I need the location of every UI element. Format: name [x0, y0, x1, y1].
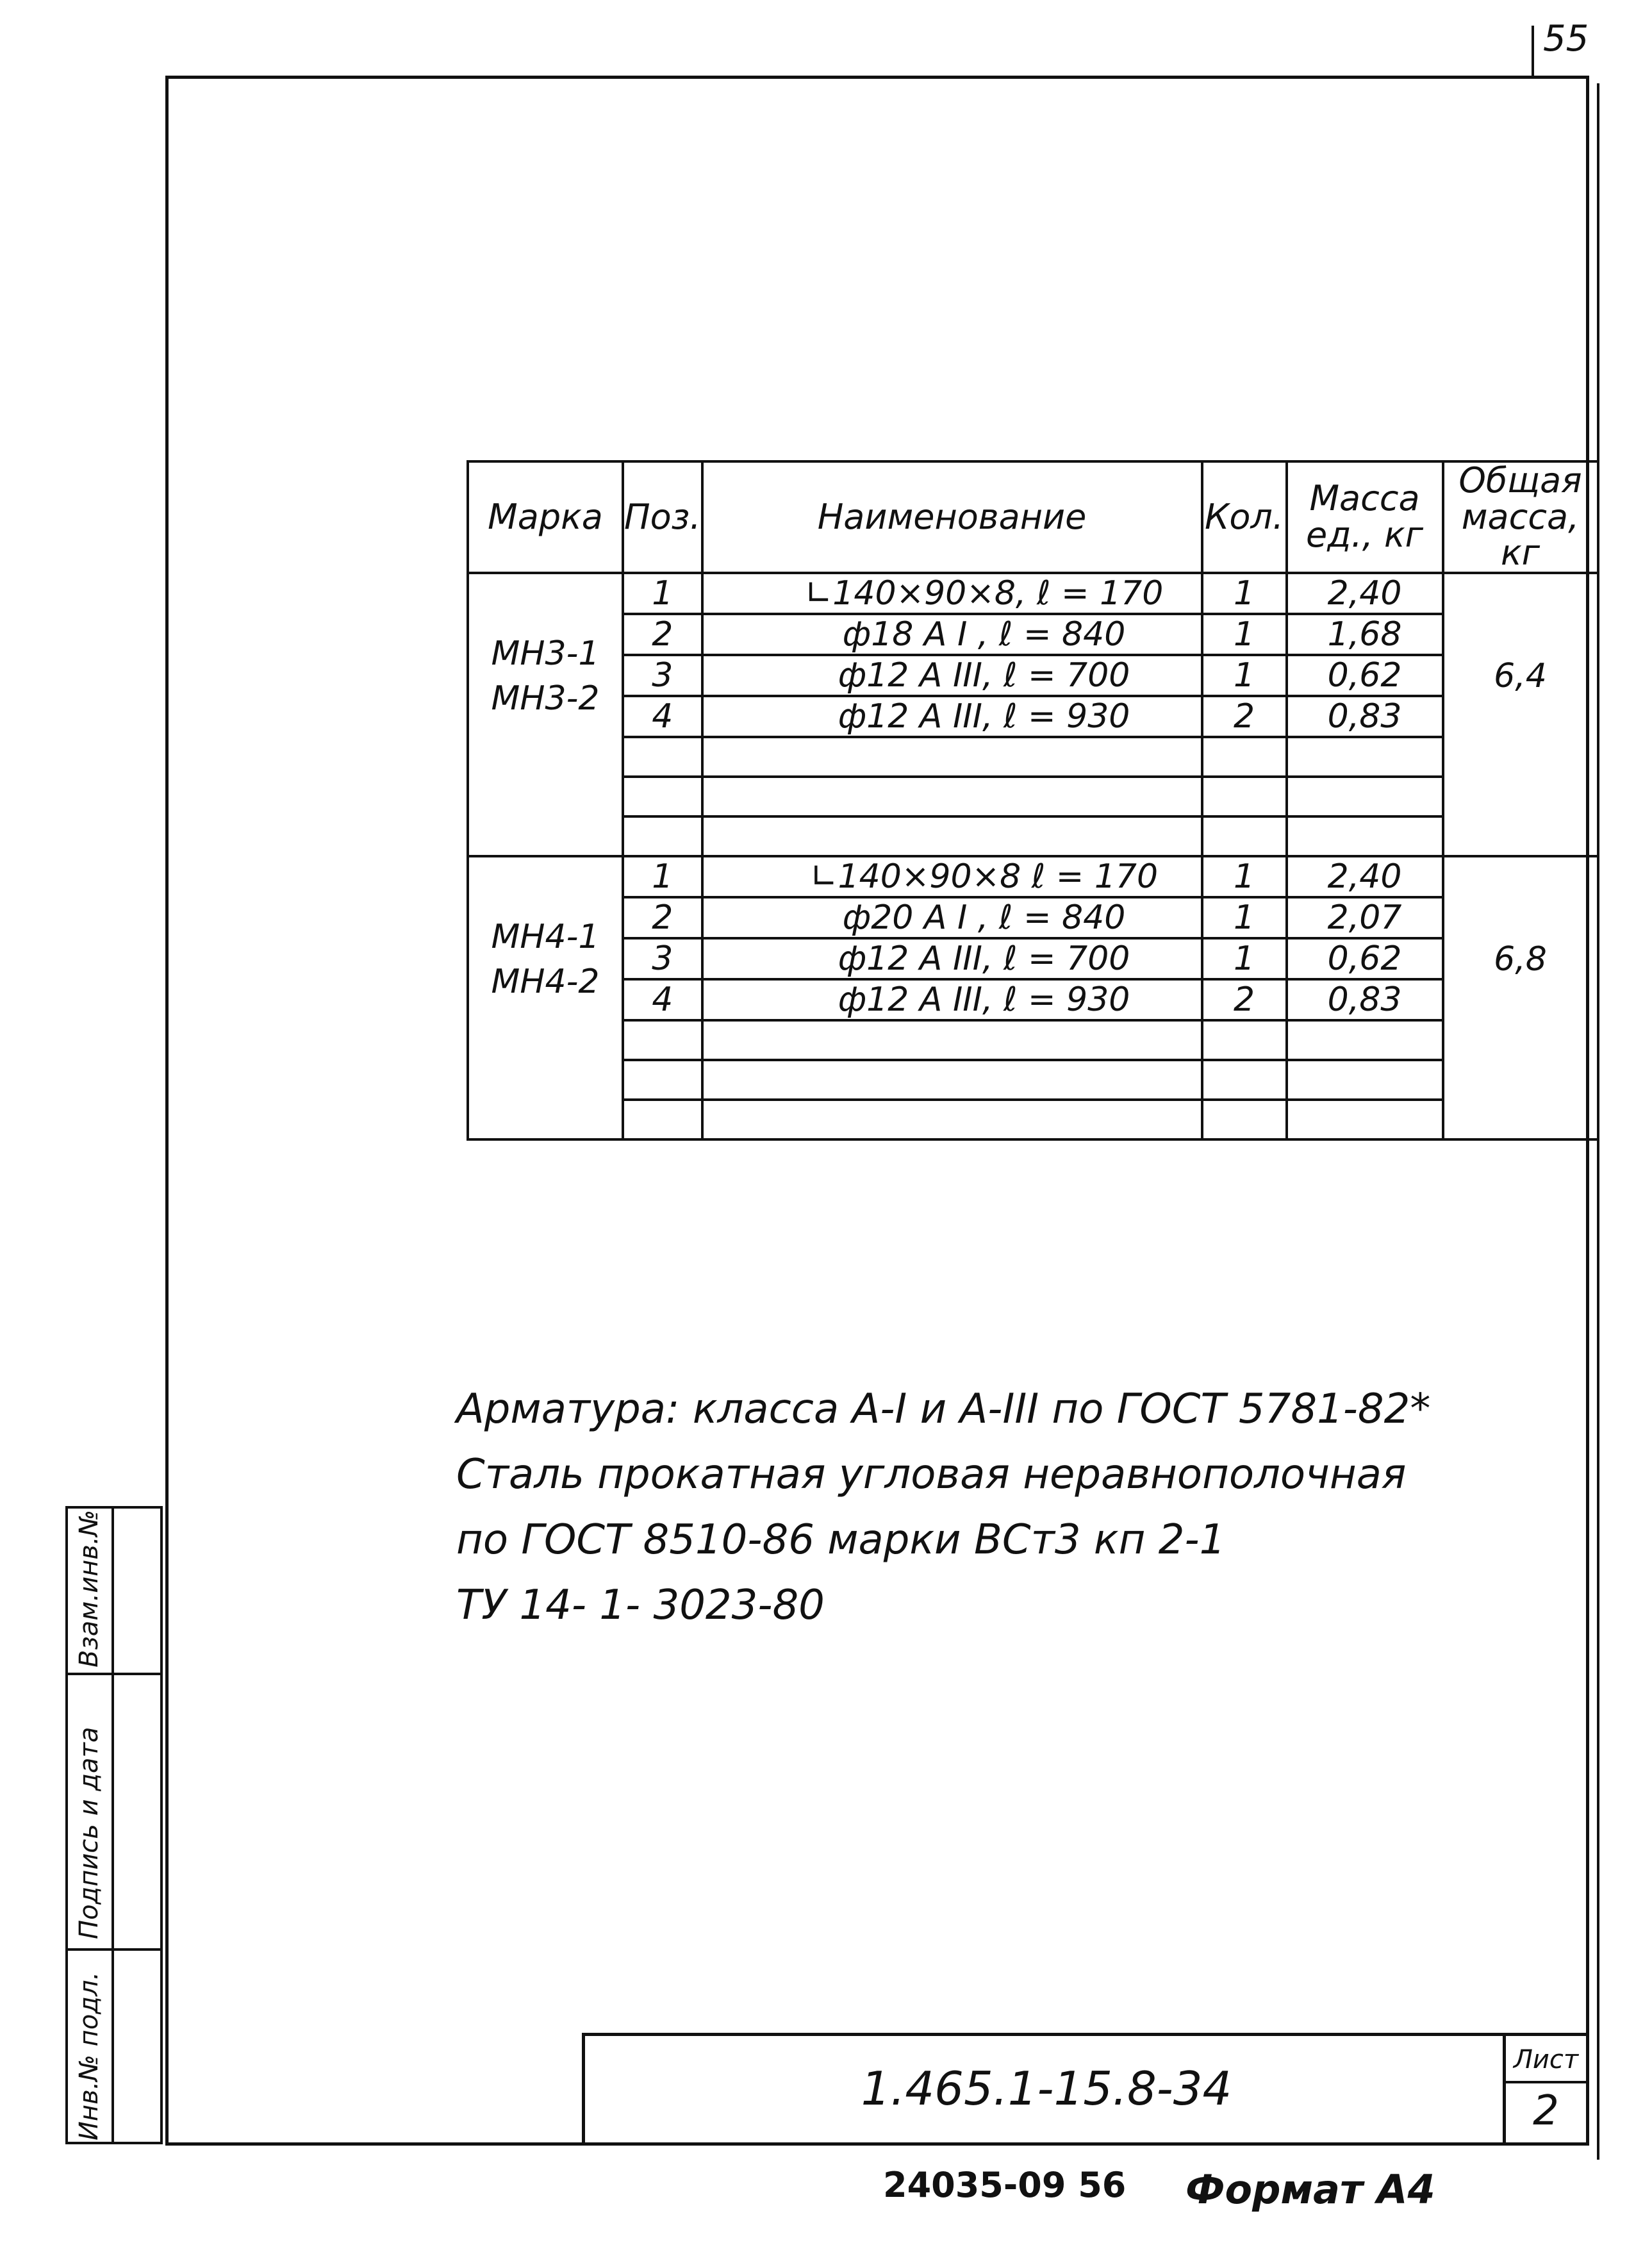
qty-cell: 1 [1202, 655, 1287, 696]
name-cell [702, 1020, 1202, 1060]
qty-cell [1202, 737, 1287, 777]
table-row [468, 737, 1598, 777]
pos-cell [623, 1020, 702, 1060]
mass-cell: 1,68 [1287, 614, 1443, 655]
sheet-label: Лист [1506, 2039, 1586, 2083]
pos-cell: 3 [623, 938, 702, 979]
name-cell: ф12 А III, ℓ = 700 [702, 655, 1202, 696]
mass-cell: 2,07 [1287, 897, 1443, 938]
pos-cell: 4 [623, 979, 702, 1020]
qty-cell [1202, 777, 1287, 816]
mass-cell [1287, 1100, 1443, 1139]
mass-cell [1287, 1020, 1443, 1060]
pos-cell [623, 737, 702, 777]
table-row [468, 938, 1598, 979]
total-mass-cell: 6,8 [1443, 856, 1598, 1139]
table-row [468, 856, 1598, 897]
strip-entry-column [112, 1506, 163, 2144]
qty-cell: 1 [1202, 897, 1287, 938]
pos-cell: 1 [623, 856, 702, 897]
pos-cell: 1 [623, 573, 702, 614]
name-cell: ф12 А III, ℓ = 930 [702, 696, 1202, 737]
binding-strip [65, 1506, 163, 2144]
footer-format: Формат А4 [1185, 2166, 1435, 2213]
strip-divider-1 [65, 1673, 163, 1675]
mark-cell [468, 573, 623, 856]
qty-cell [1202, 816, 1287, 856]
pos-cell [623, 1060, 702, 1100]
pos-cell: 4 [623, 696, 702, 737]
name-cell: ф20 А I , ℓ = 840 [702, 897, 1202, 938]
strip-vzam-inv: Взам.инв.№ [74, 1509, 104, 1668]
strip-divider-2 [65, 1948, 163, 1951]
pos-cell: 2 [623, 614, 702, 655]
table-row [468, 1060, 1598, 1100]
table-row [468, 614, 1598, 655]
mass-cell [1287, 816, 1443, 856]
mass-cell: 2,40 [1287, 573, 1443, 614]
qty-cell: 1 [1202, 573, 1287, 614]
mass-cell: 2,40 [1287, 856, 1443, 897]
name-cell [702, 1060, 1202, 1100]
name-cell: ∟140×90×8 ℓ = 170 [702, 856, 1202, 897]
qty-cell: 1 [1202, 856, 1287, 897]
mass-cell: 0,62 [1287, 655, 1443, 696]
strip-inv-podl: Инв.№ подл. [74, 1971, 104, 2140]
title-block [582, 2033, 1589, 2146]
name-cell [702, 816, 1202, 856]
name-cell: ф18 А I , ℓ = 840 [702, 614, 1202, 655]
document-code: 1.465.1-15.8-34 [861, 2062, 1232, 2115]
name-cell: ∟140×90×8, ℓ = 170 [702, 573, 1202, 614]
name-cell: ф12 А III, ℓ = 930 [702, 979, 1202, 1020]
name-cell [702, 1100, 1202, 1139]
qty-cell [1202, 1020, 1287, 1060]
header-mark: Марка [468, 461, 623, 573]
pos-cell: 3 [623, 655, 702, 696]
header-name: Наименование [702, 461, 1202, 573]
pos-cell [623, 1100, 702, 1139]
header-total-mass: Общая масса, кг [1443, 461, 1598, 573]
header-unit-mass: Масса ед., кг [1287, 461, 1443, 573]
page-number: 55 [1543, 18, 1589, 60]
note-line-3: по ГОСТ 8510-86 марки ВСт3 кп 2-1 [456, 1516, 1226, 1564]
table-row [468, 777, 1598, 816]
table-header-row [468, 461, 1598, 573]
mark-label: МН4-1 [491, 918, 600, 957]
table-row [468, 573, 1598, 614]
header-qty: Кол. [1202, 461, 1287, 573]
table-row [468, 1020, 1598, 1060]
mark-label: МН3-2 [491, 679, 600, 718]
specification-table [467, 460, 1599, 1141]
table-row [468, 696, 1598, 737]
note-line-4: ТУ 14- 1- 3023-80 [456, 1582, 825, 1629]
top-divider [1532, 26, 1534, 77]
table-row [468, 979, 1598, 1020]
pos-cell [623, 816, 702, 856]
strip-podpis-data: Подпись и дата [74, 1726, 104, 1939]
header-pos: Поз. [623, 461, 702, 573]
mass-cell [1287, 777, 1443, 816]
name-cell [702, 737, 1202, 777]
qty-cell: 2 [1202, 979, 1287, 1020]
notes [456, 1377, 1558, 1638]
pos-cell [623, 777, 702, 816]
mass-cell: 0,83 [1287, 696, 1443, 737]
note-line-1: Арматура: класса А-I и А-III по ГОСТ 5781-82* [456, 1386, 1431, 1433]
sheet-box [1503, 2036, 1586, 2142]
sheet-number: 2 [1533, 2087, 1559, 2135]
table-row [468, 1100, 1598, 1139]
total-mass-cell: 6,4 [1443, 573, 1598, 856]
qty-cell: 2 [1202, 696, 1287, 737]
table-row [468, 897, 1598, 938]
mark-label: МН3-1 [491, 634, 600, 674]
table-row [468, 655, 1598, 696]
pos-cell: 2 [623, 897, 702, 938]
name-cell: ф12 А III, ℓ = 700 [702, 938, 1202, 979]
name-cell [702, 777, 1202, 816]
mass-cell [1287, 1060, 1443, 1100]
qty-cell: 1 [1202, 614, 1287, 655]
mass-cell: 0,83 [1287, 979, 1443, 1020]
note-line-2: Сталь прокатная угловая неравнополочная [456, 1451, 1407, 1498]
mark-label: МН4-2 [491, 963, 600, 1002]
mark-cell [468, 856, 623, 1139]
footer-archive-number: 24035-09 56 [883, 2165, 1127, 2205]
table-row [468, 816, 1598, 856]
qty-cell [1202, 1060, 1287, 1100]
mass-cell [1287, 737, 1443, 777]
qty-cell: 1 [1202, 938, 1287, 979]
qty-cell [1202, 1100, 1287, 1139]
mass-cell: 0,62 [1287, 938, 1443, 979]
